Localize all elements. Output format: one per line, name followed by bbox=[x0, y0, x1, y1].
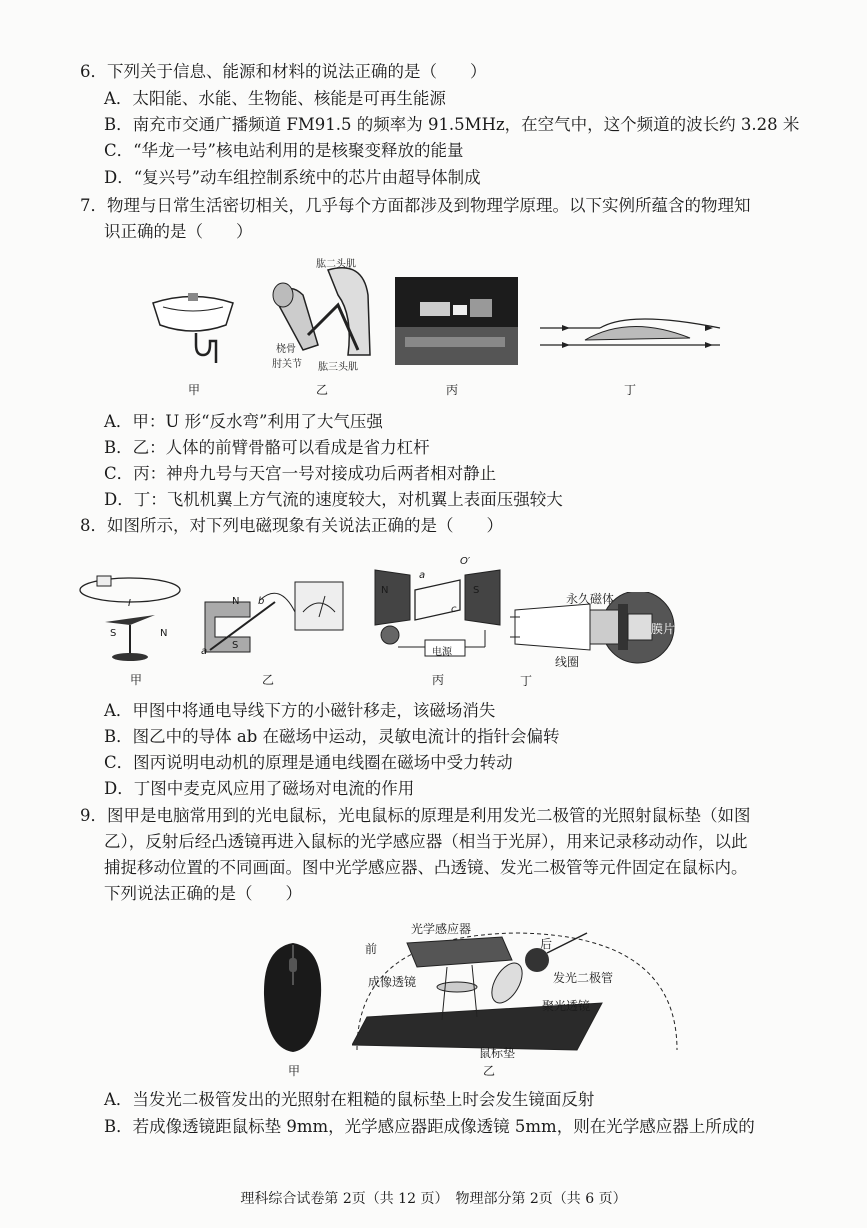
q9-stem-line1: 9．图甲是电脑常用到的光电鼠标，光电鼠标的原理是利用发光二极管的光照射鼠标垫（如图 bbox=[80, 806, 751, 825]
q8-caption-bing: 丙 bbox=[432, 673, 445, 687]
label-led: 发光二极管 bbox=[553, 971, 614, 985]
label-a-yi: a bbox=[201, 646, 208, 657]
label-n-yi: N bbox=[232, 596, 240, 607]
q7-sink-figure bbox=[148, 285, 238, 365]
q7-option-d: D．丁：飞机机翼上方气流的速度较大，对机翼上表面压强较大 bbox=[104, 490, 563, 509]
q7-option-c: C．丙：神舟九号与天宫一号对接成功后两者相对静止 bbox=[104, 464, 497, 483]
label-biceps: 肱二头肌 bbox=[316, 259, 356, 270]
q9-mouse-photo bbox=[258, 940, 328, 1055]
q6-option-b: B．南充市交通广播频道 FM91.5 的频率为 91.5MHz，在空气中，这个频道的波长约 3.28 米 bbox=[104, 115, 800, 134]
q7-wing-figure bbox=[540, 310, 725, 360]
q6-option-c: C．“华龙一号”核电站利用的是核聚变释放的能量 bbox=[104, 141, 464, 160]
label-s-jia: S bbox=[110, 628, 117, 639]
label-current: I bbox=[128, 598, 131, 609]
q8-stem: 8．如图所示，对下列电磁现象有关说法正确的是（ ） bbox=[80, 516, 503, 535]
label-elbow: 肘关节 bbox=[272, 359, 302, 370]
q7-option-b: B．乙：人体的前臂骨骼可以看成是省力杠杆 bbox=[104, 438, 430, 457]
label-bone: 桡骨 bbox=[276, 344, 296, 355]
q7-stem-line1: 7．物理与日常生活密切相关，几乎每个方面都涉及到物理学原理。以下实例所蕴含的物理知 bbox=[80, 196, 751, 215]
q7-stem-line2: 识正确的是（ ） bbox=[104, 222, 253, 241]
label-b-yi: b bbox=[258, 596, 265, 607]
q7-caption-jia: 甲 bbox=[188, 383, 201, 397]
label-n-jia: N bbox=[160, 628, 168, 639]
label-n-bing: N bbox=[381, 585, 389, 596]
q8-option-b: B．图乙中的导体 ab 在磁场中运动，灵敏电流计的指针会偏转 bbox=[104, 727, 560, 746]
q8-galvanometer-figure bbox=[195, 572, 350, 667]
label-permanent-magnet: 永久磁体 bbox=[566, 592, 615, 606]
page-footer: 理科综合试卷第 2页（共 12 页） 物理部分第 2页（共 6 页） bbox=[240, 1191, 627, 1207]
label-focus-lens: 聚光透镜 bbox=[542, 999, 591, 1013]
label-power-supply: 电源 bbox=[432, 647, 452, 658]
label-c-bing: c bbox=[451, 604, 457, 615]
q6-stem: 6．下列关于信息、能源和材料的说法正确的是（ ） bbox=[80, 62, 487, 81]
q6-option-a: A．太阳能、水能、生物能、核能是可再生能源 bbox=[104, 89, 446, 108]
label-coil: 线圈 bbox=[555, 655, 580, 669]
label-s-yi: S bbox=[232, 640, 239, 651]
q9-stem-line4: 下列说法正确的是（ ） bbox=[104, 884, 302, 903]
label-o-prime: O′ bbox=[460, 556, 471, 567]
label-back: 后 bbox=[540, 937, 553, 951]
q8-option-d: D．丁图中麦克风应用了磁场对电流的作用 bbox=[104, 779, 415, 798]
q8-option-c: C．图丙说明电动机的原理是通电线圈在磁场中受力转动 bbox=[104, 753, 513, 772]
q6-option-d: D．“复兴号”动车组控制系统中的芯片由超导体制成 bbox=[104, 168, 481, 187]
label-optical-sensor: 光学感应器 bbox=[411, 922, 472, 936]
q9-stem-line3: 捕捉移动位置的不同画面。图中光学感应器、凸透镜、发光二极管等元件固定在鼠标内。 bbox=[104, 858, 748, 877]
q7-caption-yi: 乙 bbox=[316, 383, 329, 397]
q8-caption-ding: 丁 bbox=[520, 674, 533, 688]
q7-option-a: A．甲：U 形“反水弯”利用了大气压强 bbox=[104, 412, 383, 431]
q8-compass-figure bbox=[75, 570, 185, 665]
q9-caption-yi: 乙 bbox=[483, 1064, 496, 1078]
label-imaging-lens: 成像透镜 bbox=[368, 975, 417, 989]
q9-caption-jia: 甲 bbox=[288, 1064, 301, 1078]
label-s-bing: S bbox=[473, 585, 480, 596]
q9-mouse-diagram bbox=[352, 925, 682, 1055]
q9-option-b: B．若成像透镜距鼠标垫 9mm，光学感应器距成像透镜 5mm，则在光学感应器上所成的 bbox=[104, 1117, 755, 1136]
q8-caption-yi: 乙 bbox=[262, 673, 275, 687]
q9-stem-line2: 乙），反射后经凸透镜再进入鼠标的光学感应器（相当于光屏），用来记录移动动作，以此 bbox=[104, 832, 748, 851]
q7-spacecraft-photo bbox=[395, 277, 518, 365]
q9-option-a: A．当发光二极管发出的光照射在粗糙的鼠标垫上时会发生镜面反射 bbox=[104, 1090, 595, 1109]
label-front: 前 bbox=[365, 942, 378, 956]
label-triceps: 肱三头肌 bbox=[318, 362, 358, 373]
q7-caption-ding: 丁 bbox=[624, 383, 637, 397]
q8-option-a: A．甲图中将通电导线下方的小磁针移走，该磁场消失 bbox=[104, 701, 496, 720]
label-mouse-pad: 鼠标垫 bbox=[479, 1046, 516, 1060]
q7-caption-bing: 丙 bbox=[446, 383, 459, 397]
label-diaphragm: 膜片 bbox=[651, 622, 676, 636]
q8-caption-jia: 甲 bbox=[130, 673, 143, 687]
label-a-bing: a bbox=[419, 570, 426, 581]
